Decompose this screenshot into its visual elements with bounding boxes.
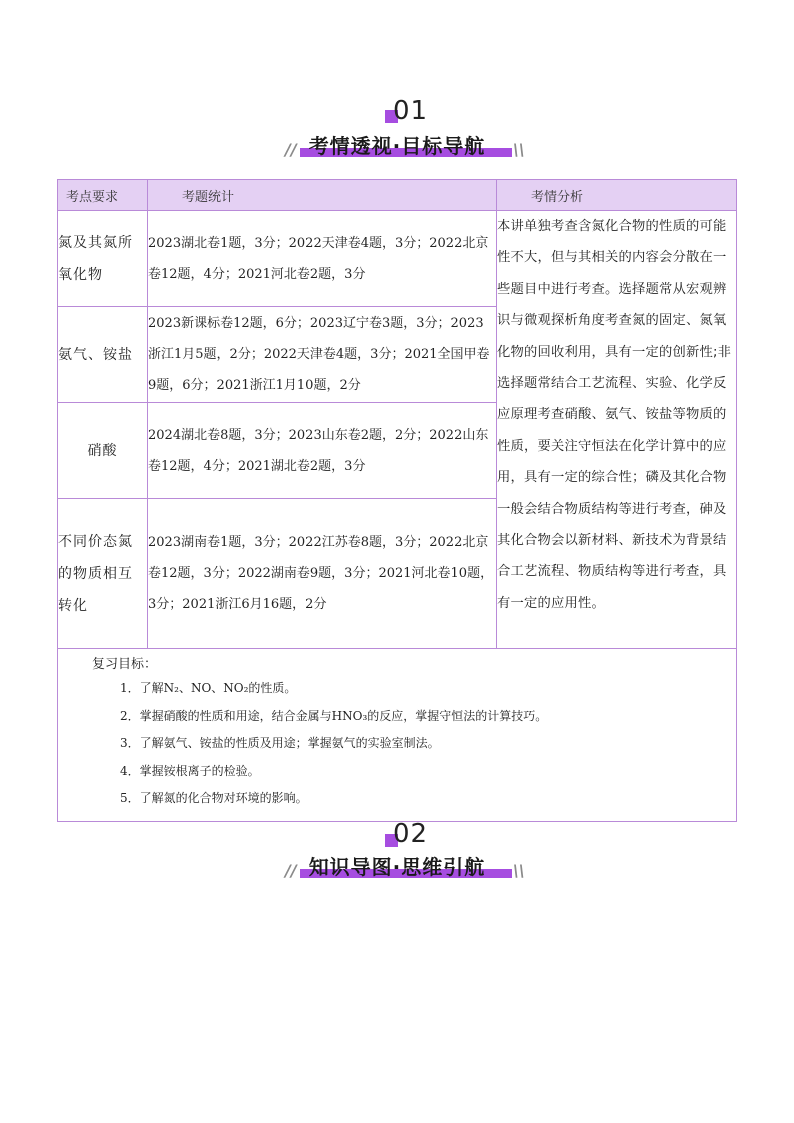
slash-left-decoration: //: [285, 861, 297, 880]
slash-left-decoration: //: [285, 140, 297, 159]
section-title: 知识导图·思维引航: [308, 855, 486, 879]
topic-cell: 氨气、铵盐: [58, 307, 148, 403]
review-goals-cell: [58, 649, 737, 822]
slash-right-decoration: \\: [513, 140, 525, 159]
analysis-cell: 本讲单独考查含氮化合物的性质的可能性不大，但与其相关的内容会分散在一些题目中进行考查。选择题常从宏观辨识与微观探析角度考查氮的固定、氮氧化物的回收利用，具有一定的创新性;非选择题常结合工艺流程、实验、化学反应原理考查硝酸、氨气、铵盐等物质的性质，要关注守恒法在化学计算中的应用，具有一定的综合性；磷及其化合物一般会结合物质结构等进行考查，砷及其化合物会以新材料、新技术为背景结合工艺流程、物质结构等进行考查，具有一定的应用性。: [497, 211, 737, 649]
stats-cell: 2023湖南卷1题，3分；2022江苏卷8题，3分；2022北京卷12题，3分；2022湖南卷9题，3分；2021河北卷10题，3分；2021浙江6月16题，2分: [148, 499, 497, 649]
header-analysis: 考情分析: [497, 180, 737, 211]
goal-item: 5．了解氮的化合物对环境的影响。: [120, 791, 308, 805]
goal-item: 3．了解氨气、铵盐的性质及用途；掌握氨气的实验室制法。: [120, 736, 440, 750]
goals-row: [58, 649, 737, 822]
section-number: 02: [393, 819, 429, 849]
table-header-row: [58, 180, 737, 211]
topic-cell: 硝酸: [58, 403, 148, 499]
goal-item: 1．了解N₂、NO、NO₂的性质。: [120, 681, 297, 695]
topic-cell: 不同价态氮的物质相互转化: [58, 499, 148, 649]
stats-cell: 2024湖北卷8题，3分；2023山东卷2题，2分；2022山东卷12题，4分；2021湖北卷2题，3分: [148, 403, 497, 499]
section-title: 考情透视·目标导航: [308, 134, 486, 158]
header-topic: 考点要求: [58, 180, 148, 211]
goals-title: 复习目标：: [92, 657, 158, 672]
header-stats: 考题统计: [148, 180, 497, 211]
goal-item: 2．掌握硝酸的性质和用途，结合金属与HNO₃的反应，掌握守恒法的计算技巧。: [120, 708, 548, 723]
slash-right-decoration: \\: [513, 861, 525, 880]
table-row: [58, 211, 737, 307]
topic-cell: 氮及其氮所氧化物: [58, 211, 148, 307]
goal-item: 4．掌握铵根离子的检验。: [120, 763, 260, 778]
exam-analysis-table: [57, 179, 737, 822]
stats-cell: 2023湖北卷1题，3分；2022天津卷4题，3分；2022北京卷12题，4分；2021河北卷2题，3分: [148, 211, 497, 307]
stats-cell: 2023新课标卷12题，6分；2023辽宁卷3题，3分；2023浙江1月5题，2分；2022天津卷4题，3分；2021全国甲卷9题，6分；2021浙江1月10题，2分: [148, 307, 497, 403]
section-number: 01: [393, 96, 429, 126]
